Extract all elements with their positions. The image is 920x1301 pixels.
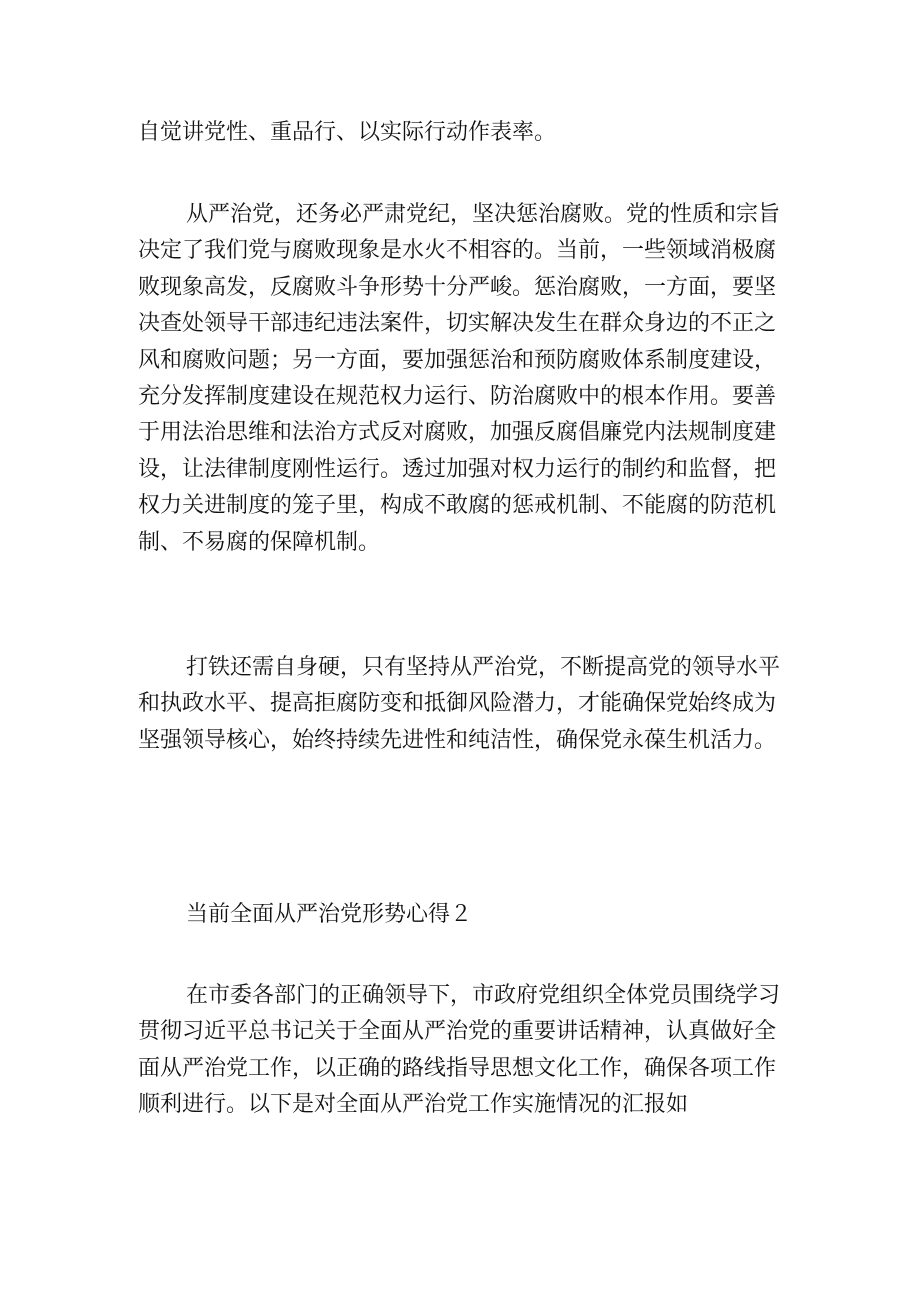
paragraph-continuation: 自觉讲党性、重品行、以实际行动作表率。 bbox=[138, 120, 557, 145]
paragraph-self-discipline: 打铁还需自身硬，只有坚持从严治党，不断提高党的领导水平和执政水平、提高拒腐防变和抵御风险潜力，才能确保党始终成为坚强领导核心，始终持续先进性和纯洁性，确保党永葆生机活力。 bbox=[138, 655, 781, 753]
paragraph-section-intro: 在市委各部门的正确领导下，市政府党组织全体党员围绕学习贯彻习近平总书记关于全面从严治党的重要讲话精神，认真做好全面从严治党工作，以正确的路线指导思想文化工作，确保各项工作顺利进行。以下是对全面从严治党工作实施情况的汇报如 bbox=[138, 983, 781, 1118]
paragraph-anti-corruption: 从严治党，还务必严肃党纪，坚决惩治腐败。党的性质和宗旨决定了我们党与腐败现象是水火不相容的。当前，一些领域消极腐败现象高发，反腐败斗争形势十分严峻。惩治腐败，一方面，要坚决查处领导干部违纪违法案件，切实解决发生在群众身边的不正之风和腐败问题；另一方面，要加强惩治和预防腐败体系制度建设，充分发挥制度建设在规范权力运行、防治腐败中的根本作用。要善于用法治思维和法治方式反对腐败，加强反腐倡廉党内法规制度建设，让法律制度刚性运行。透过加强对权力运行的制约和监督，把权力关进制度的笼子里，构成不敢腐的惩戒机制、不能腐的防范机制、不易腐的保障机制。 bbox=[138, 202, 781, 555]
section-heading: 当前全面从严治党形势心得２ bbox=[186, 902, 473, 927]
